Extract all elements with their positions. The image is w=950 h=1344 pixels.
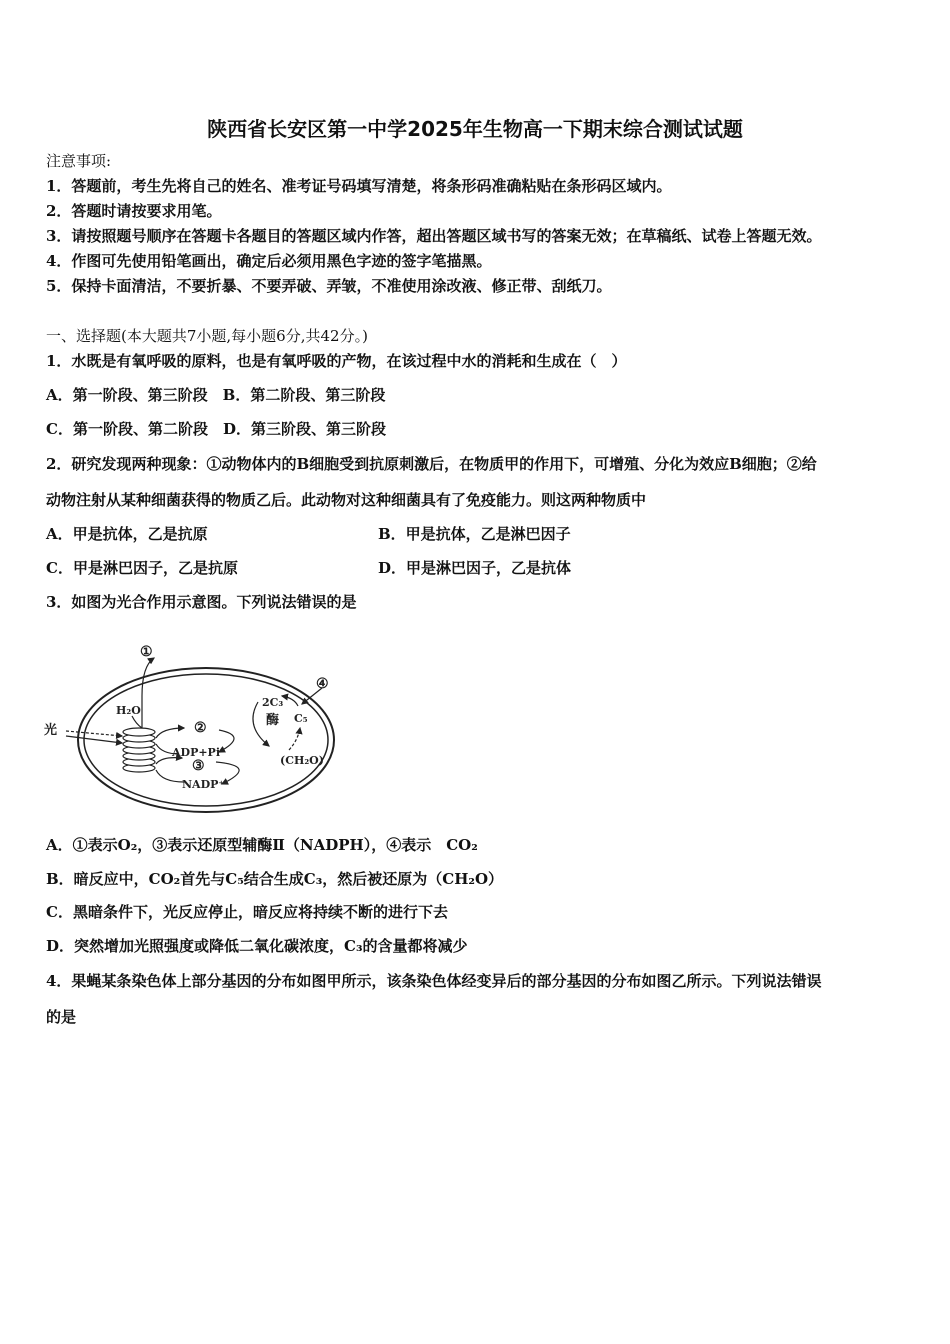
- q3-option-a: A．①表示O₂，③表示还原型辅酶Ⅱ（NADPH），④表示 CO₂: [46, 836, 478, 854]
- q1-stem: 1．水既是有氧呼吸的原料，也是有氧呼吸的产物，在该过程中水的消耗和生成在（ ）: [46, 352, 627, 370]
- c5-label: C₅: [294, 712, 308, 725]
- photosynthesis-diagram: [44, 636, 344, 816]
- q3-option-b: B．暗反应中，CO₂首先与C₅结合生成C₃，然后被还原为（CH₂O）: [46, 870, 504, 888]
- marker-1: ①: [140, 644, 153, 660]
- q3-stem: 3．如图为光合作用示意图。下列说法错误的是: [46, 593, 357, 611]
- adp-pi-label: ADP+Pi: [172, 746, 221, 759]
- notice-heading: 注意事项:: [46, 152, 112, 170]
- q2-option-c: C．甲是淋巴因子，乙是抗原: [46, 559, 238, 577]
- q2-option-a: A．甲是抗体，乙是抗原: [46, 525, 208, 543]
- q1-options-ab: A．第一阶段、第三阶段 B．第二阶段、第三阶段: [46, 386, 386, 404]
- marker-4: ④: [316, 676, 329, 692]
- section-heading: 一、选择题(本大题共7小题,每小题6分,共42分。): [46, 327, 368, 345]
- ch2o-label: (CH₂O): [280, 754, 324, 767]
- page-title: 陕西省长安区第一中学2025年生物高一下期末综合测试试题: [207, 117, 743, 141]
- c3-label: 2C₃: [262, 696, 284, 709]
- q2-stem: 2．研究发现两种现象：①动物体内的B细胞受到抗原刺激后，在物质甲的作用下，可增殖、分化为效应B细胞；②给: [46, 455, 817, 473]
- q3-option-d: D．突然增加光照强度或降低二氧化碳浓度，C₃的含量都将减少: [46, 937, 468, 955]
- notice-item: 3．请按照题号顺序在答题卡各题目的答题区域内作答，超出答题区域书写的答案无效；在草稿纸、试卷上答题无效。: [46, 227, 822, 245]
- notice-item: 4．作图可先使用铅笔画出，确定后必须用黑色字迹的签字笔描黑。: [46, 252, 492, 270]
- nadp-label: NADP⁺: [182, 778, 225, 791]
- q3-option-c: C．黑暗条件下，光反应停止，暗反应将持续不断的进行下去: [46, 903, 448, 921]
- marker-2: ②: [194, 720, 207, 736]
- q4-stem: 4．果蝇某条染色体上部分基因的分布如图甲所示，该条染色体经变异后的部分基因的分布如图乙所示。下列说法错误: [46, 972, 822, 990]
- q2-option-b: B．甲是抗体，乙是淋巴因子: [378, 525, 571, 543]
- q4-stem-cont: 的是: [46, 1008, 77, 1026]
- notice-item: 2．答题时请按要求用笔。: [46, 202, 222, 220]
- q1-options-cd: C．第一阶段、第二阶段 D．第三阶段、第三阶段: [46, 420, 386, 438]
- enzyme-label: 酶: [266, 713, 280, 728]
- grana-stack: [123, 728, 155, 772]
- marker-3: ③: [192, 758, 205, 774]
- notice-item: 5．保持卡面清洁，不要折暴、不要弄破、弄皱，不准使用涂改液、修正带、刮纸刀。: [46, 277, 612, 295]
- h2o-label: H₂O: [116, 704, 141, 717]
- q2-stem-cont: 动物注射从某种细菌获得的物质乙后。此动物对这种细菌具有了免疫能力。则这两种物质中: [46, 491, 647, 509]
- light-label: 光: [44, 723, 58, 738]
- notice-item: 1．答题前，考生先将自己的姓名、准考证号码填写清楚，将条形码准确粘贴在条形码区域内。: [46, 177, 672, 195]
- q2-option-d: D．甲是淋巴因子，乙是抗体: [378, 559, 572, 577]
